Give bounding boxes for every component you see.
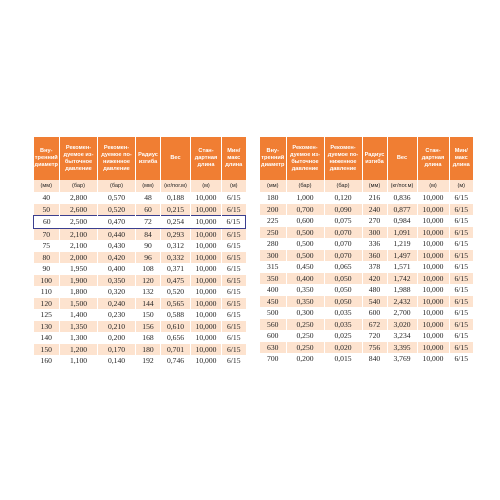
table-cell: 50 xyxy=(34,204,60,216)
table-cell: 180 xyxy=(260,192,286,204)
table-cell: 600 xyxy=(260,330,286,342)
table-cell: 0,610 xyxy=(161,321,191,333)
table-cell: 0,332 xyxy=(161,252,191,264)
table-cell: 60 xyxy=(34,216,60,229)
table-cell: 300 xyxy=(362,227,387,239)
table-cell: 48 xyxy=(136,192,161,204)
table-row xyxy=(34,263,246,275)
table-cell: 0,877 xyxy=(387,204,417,216)
table-cell: 10,000 xyxy=(417,330,449,342)
table-cell: 6/15 xyxy=(222,240,246,252)
table-cell: 0,200 xyxy=(286,353,324,365)
table-cell: 1,950 xyxy=(60,263,98,275)
table-cell: 2,100 xyxy=(60,228,98,240)
table-cell: 1,400 xyxy=(60,309,98,321)
table-cell: 0,230 xyxy=(98,309,136,321)
table-cell: 10,000 xyxy=(417,238,449,250)
table-cell: 6/15 xyxy=(449,342,473,354)
table-cell: 336 xyxy=(362,238,387,250)
header-inner-diameter: Вну- тренний диаметр xyxy=(260,137,286,180)
table-cell: 60 xyxy=(136,204,161,216)
table-cell: 140 xyxy=(34,332,60,344)
table-cell: 6/15 xyxy=(449,330,473,342)
table-cell: 6/15 xyxy=(222,275,246,287)
table-cell: 10,000 xyxy=(417,307,449,319)
table-cell: 0,070 xyxy=(324,238,362,250)
table-cell: 70 xyxy=(34,228,60,240)
table-cell: 110 xyxy=(34,286,60,298)
table-cell: 6/15 xyxy=(449,353,473,365)
table-cell: 1,800 xyxy=(60,286,98,298)
header-recommended-overpressure: Рекомен- дуемое из- быточное давление xyxy=(286,137,324,180)
table-cell: 10,000 xyxy=(191,192,222,204)
table-cell: 1,500 xyxy=(60,298,98,310)
table-cell: 6/15 xyxy=(449,307,473,319)
table-cell: 0,250 xyxy=(286,330,324,342)
table-cell: 720 xyxy=(362,330,387,342)
unit-cell: (мм) xyxy=(260,180,286,192)
table-row xyxy=(34,344,246,356)
table-cell: 0,520 xyxy=(161,286,191,298)
table-cell: 0,188 xyxy=(161,192,191,204)
table-cell: 2,432 xyxy=(387,296,417,308)
header-weight: Вес xyxy=(161,137,191,180)
table-cell: 100 xyxy=(34,275,60,287)
table-cell: 40 xyxy=(34,192,60,204)
table-cell: 0,070 xyxy=(324,250,362,262)
table-row xyxy=(260,215,473,227)
table-cell: 0,293 xyxy=(161,228,191,240)
table-cell: 6/15 xyxy=(449,227,473,239)
table-cell: 1,000 xyxy=(286,192,324,204)
table-cell: 150 xyxy=(136,309,161,321)
table-cell: 0,350 xyxy=(98,275,136,287)
table-cell: 450 xyxy=(260,296,286,308)
table-cell: 420 xyxy=(362,273,387,285)
table-cell: 6/15 xyxy=(222,332,246,344)
table-cell: 360 xyxy=(362,250,387,262)
unit-cell: (бар) xyxy=(60,180,98,192)
table-cell: 10,000 xyxy=(191,275,222,287)
table-cell: 6/15 xyxy=(222,216,246,229)
table-cell: 300 xyxy=(260,250,286,262)
table-cell: 6/15 xyxy=(449,204,473,216)
table-row xyxy=(34,321,246,333)
table-cell: 1,091 xyxy=(387,227,417,239)
table-cell: 0,050 xyxy=(324,273,362,285)
table-cell: 2,800 xyxy=(60,192,98,204)
table-cell: 350 xyxy=(260,273,286,285)
table-cell: 0,120 xyxy=(324,192,362,204)
table-cell: 3,395 xyxy=(387,342,417,354)
table-cell: 96 xyxy=(136,252,161,264)
unit-cell: (м) xyxy=(417,180,449,192)
table-cell: 0,240 xyxy=(98,298,136,310)
table-cell: 132 xyxy=(136,286,161,298)
table-cell: 0,400 xyxy=(286,273,324,285)
unit-cell: (м) xyxy=(222,180,246,192)
table-cell: 6/15 xyxy=(449,319,473,331)
header-min-max-length: Мин/ макс длина xyxy=(222,137,246,180)
table-cell: 672 xyxy=(362,319,387,331)
unit-cell: (бар) xyxy=(98,180,136,192)
table-row xyxy=(260,238,473,250)
table-cell: 400 xyxy=(260,284,286,296)
table-cell: 10,000 xyxy=(191,355,222,367)
table-cell: 700 xyxy=(260,353,286,365)
table-cell: 10,000 xyxy=(191,309,222,321)
table-cell: 0,020 xyxy=(324,342,362,354)
table-row xyxy=(260,319,473,331)
table-cell: 3,769 xyxy=(387,353,417,365)
table-cell: 10,000 xyxy=(191,332,222,344)
table-cell: 6/15 xyxy=(222,286,246,298)
table-cell: 0,215 xyxy=(161,204,191,216)
units-row xyxy=(260,180,473,192)
table-cell: 0,065 xyxy=(324,261,362,273)
table-cell: 120 xyxy=(34,298,60,310)
table-cell: 0,200 xyxy=(98,332,136,344)
table-cell: 2,000 xyxy=(60,252,98,264)
table-cell: 0,320 xyxy=(98,286,136,298)
hose-spec-table-right xyxy=(260,137,473,365)
table-cell: 0,746 xyxy=(161,355,191,367)
table-cell: 10,000 xyxy=(191,263,222,275)
table-row xyxy=(260,330,473,342)
table-cell: 2,700 xyxy=(387,307,417,319)
table-cell: 0,025 xyxy=(324,330,362,342)
table-cell: 250 xyxy=(260,227,286,239)
table-cell: 0,050 xyxy=(324,296,362,308)
table-cell: 10,000 xyxy=(417,204,449,216)
table-cell: 0,500 xyxy=(286,238,324,250)
table-cell: 10,000 xyxy=(417,250,449,262)
table-cell: 0,520 xyxy=(98,204,136,216)
table-cell: 0,500 xyxy=(286,227,324,239)
table-cell: 6/15 xyxy=(449,192,473,204)
table-cell: 225 xyxy=(260,215,286,227)
header-bend-radius: Радиус изгиба xyxy=(362,137,387,180)
table-cell: 2,600 xyxy=(60,204,98,216)
table-cell: 0,500 xyxy=(286,250,324,262)
table-row xyxy=(34,240,246,252)
table-row xyxy=(34,286,246,298)
header-min-max-length: Мин/ макс длина xyxy=(449,137,473,180)
table-cell: 180 xyxy=(136,344,161,356)
table-cell: 144 xyxy=(136,298,161,310)
table-cell: 0,312 xyxy=(161,240,191,252)
table-cell: 6/15 xyxy=(222,309,246,321)
table-cell: 480 xyxy=(362,284,387,296)
table-cell: 500 xyxy=(260,307,286,319)
table-cell: 1,900 xyxy=(60,275,98,287)
table-cell: 6/15 xyxy=(449,284,473,296)
table-cell: 216 xyxy=(362,192,387,204)
table-cell: 10,000 xyxy=(417,273,449,285)
table-cell: 10,000 xyxy=(191,240,222,252)
table-cell: 10,000 xyxy=(417,261,449,273)
table-row xyxy=(260,250,473,262)
table-cell: 0,210 xyxy=(98,321,136,333)
table-cell: 0,070 xyxy=(324,227,362,239)
table-cell: 3,234 xyxy=(387,330,417,342)
table-cell: 10,000 xyxy=(191,321,222,333)
table-cell: 10,000 xyxy=(191,344,222,356)
table-row xyxy=(260,204,473,216)
table-row xyxy=(260,307,473,319)
unit-cell: (кг/пог.м) xyxy=(161,180,191,192)
table-cell: 1,742 xyxy=(387,273,417,285)
table-cell: 84 xyxy=(136,228,161,240)
header-standard-length: Стан- дартная длина xyxy=(191,137,222,180)
table-cell: 240 xyxy=(362,204,387,216)
table-row xyxy=(260,273,473,285)
table-cell: 0,350 xyxy=(286,296,324,308)
unit-cell: (бар) xyxy=(286,180,324,192)
table-cell: 0,250 xyxy=(286,319,324,331)
table-cell: 0,371 xyxy=(161,263,191,275)
table-cell: 6/15 xyxy=(222,321,246,333)
table-cell: 6/15 xyxy=(222,263,246,275)
table-cell: 10,000 xyxy=(417,353,449,365)
table-cell: 378 xyxy=(362,261,387,273)
table-cell: 1,988 xyxy=(387,284,417,296)
table-cell: 1,497 xyxy=(387,250,417,262)
table-cell: 0,300 xyxy=(286,307,324,319)
table-cell: 560 xyxy=(260,319,286,331)
table-row xyxy=(260,284,473,296)
table-cell: 0,984 xyxy=(387,215,417,227)
table-row xyxy=(260,353,473,365)
table-row xyxy=(34,228,246,240)
table-cell: 6/15 xyxy=(449,215,473,227)
header-recommended-underpressure: Рекомен- дуемое по- ниженное давление xyxy=(324,137,362,180)
table-cell: 0,035 xyxy=(324,319,362,331)
table-cell: 10,000 xyxy=(191,228,222,240)
table-cell: 6/15 xyxy=(222,298,246,310)
table-cell: 150 xyxy=(34,344,60,356)
table-cell: 280 xyxy=(260,238,286,250)
table-cell: 0,600 xyxy=(286,215,324,227)
table-row-highlighted xyxy=(34,216,246,229)
table-cell: 0,570 xyxy=(98,192,136,204)
table-cell: 315 xyxy=(260,261,286,273)
table-cell: 80 xyxy=(34,252,60,264)
unit-cell: (кг/пог.м) xyxy=(387,180,417,192)
table-cell: 0,015 xyxy=(324,353,362,365)
table-cell: 0,470 xyxy=(98,216,136,229)
table-cell: 90 xyxy=(136,240,161,252)
table-row xyxy=(260,296,473,308)
unit-cell: (м) xyxy=(449,180,473,192)
table-cell: 6/15 xyxy=(222,344,246,356)
table-cell: 0,250 xyxy=(286,342,324,354)
table-cell: 0,420 xyxy=(98,252,136,264)
table-cell: 0,140 xyxy=(98,355,136,367)
table-cell: 6/15 xyxy=(222,204,246,216)
header-bend-radius: Радиус изгиба xyxy=(136,137,161,180)
table-cell: 1,200 xyxy=(60,344,98,356)
table-cell: 1,571 xyxy=(387,261,417,273)
header-weight: Вес xyxy=(387,137,417,180)
table-cell: 6/15 xyxy=(222,192,246,204)
table-row xyxy=(34,275,246,287)
table-cell: 10,000 xyxy=(417,319,449,331)
table-cell: 90 xyxy=(34,263,60,275)
table-cell: 6/15 xyxy=(222,355,246,367)
table-cell: 10,000 xyxy=(417,215,449,227)
table-row xyxy=(260,342,473,354)
header-row xyxy=(260,137,473,180)
table-cell: 630 xyxy=(260,342,286,354)
table-row xyxy=(34,309,246,321)
table-cell: 156 xyxy=(136,321,161,333)
table-body xyxy=(260,180,473,365)
table-cell: 0,035 xyxy=(324,307,362,319)
header-inner-diameter: Вну- тренний диаметр xyxy=(34,137,60,180)
table-cell: 3,020 xyxy=(387,319,417,331)
table-cell: 0,450 xyxy=(286,261,324,273)
table-row xyxy=(34,252,246,264)
table-cell: 72 xyxy=(136,216,161,229)
header-recommended-underpressure: Рекомен- дуемое по- ниженное давление xyxy=(98,137,136,180)
table-cell: 0,430 xyxy=(98,240,136,252)
table-cell: 0,254 xyxy=(161,216,191,229)
unit-cell: (мм) xyxy=(136,180,161,192)
table-cell: 10,000 xyxy=(191,216,222,229)
table-cell: 6/15 xyxy=(449,261,473,273)
table-cell: 0,440 xyxy=(98,228,136,240)
table-cell: 10,000 xyxy=(191,298,222,310)
table-cell: 6/15 xyxy=(449,250,473,262)
table-cell: 2,100 xyxy=(60,240,98,252)
table-cell: 75 xyxy=(34,240,60,252)
table-cell: 130 xyxy=(34,321,60,333)
table-cell: 10,000 xyxy=(417,296,449,308)
table-cell: 0,836 xyxy=(387,192,417,204)
table-row xyxy=(34,355,246,367)
table-cell: 540 xyxy=(362,296,387,308)
header-recommended-overpressure: Рекомен- дуемое из- быточное давление xyxy=(60,137,98,180)
table-cell: 0,701 xyxy=(161,344,191,356)
table-cell: 108 xyxy=(136,263,161,275)
table-cell: 10,000 xyxy=(191,204,222,216)
table-cell: 10,000 xyxy=(417,284,449,296)
unit-cell: (бар) xyxy=(324,180,362,192)
table-cell: 0,565 xyxy=(161,298,191,310)
table-cell: 1,100 xyxy=(60,355,98,367)
table-cell: 0,090 xyxy=(324,204,362,216)
table-cell: 0,475 xyxy=(161,275,191,287)
table-cell: 0,588 xyxy=(161,309,191,321)
table-cell: 1,219 xyxy=(387,238,417,250)
table-cell: 2,500 xyxy=(60,216,98,229)
table-cell: 0,170 xyxy=(98,344,136,356)
table-cell: 6/15 xyxy=(449,273,473,285)
table-cell: 125 xyxy=(34,309,60,321)
units-row xyxy=(34,180,246,192)
table-cell: 0,400 xyxy=(98,263,136,275)
table-cell: 0,350 xyxy=(286,284,324,296)
table-body xyxy=(34,180,246,367)
table-cell: 120 xyxy=(136,275,161,287)
hose-spec-table-left xyxy=(33,137,246,367)
header-standard-length: Стан- дартная длина xyxy=(417,137,449,180)
unit-cell: (м) xyxy=(191,180,222,192)
table-row xyxy=(34,204,246,216)
table-cell: 0,050 xyxy=(324,284,362,296)
table-cell: 10,000 xyxy=(417,342,449,354)
table-cell: 6/15 xyxy=(222,228,246,240)
table-cell: 10,000 xyxy=(191,286,222,298)
table-cell: 10,000 xyxy=(417,192,449,204)
table-cell: 0,700 xyxy=(286,204,324,216)
table-cell: 200 xyxy=(260,204,286,216)
table-row xyxy=(34,298,246,310)
table-cell: 756 xyxy=(362,342,387,354)
table-cell: 6/15 xyxy=(222,252,246,264)
header-row xyxy=(34,137,246,180)
table-row xyxy=(260,261,473,273)
table-cell: 160 xyxy=(34,355,60,367)
table-cell: 6/15 xyxy=(449,296,473,308)
table-cell: 192 xyxy=(136,355,161,367)
table-cell: 10,000 xyxy=(417,227,449,239)
table-cell: 168 xyxy=(136,332,161,344)
table-cell: 10,000 xyxy=(191,252,222,264)
table-cell: 840 xyxy=(362,353,387,365)
table-row xyxy=(34,192,246,204)
table-row xyxy=(260,227,473,239)
table-cell: 1,350 xyxy=(60,321,98,333)
unit-cell: (мм) xyxy=(34,180,60,192)
table-cell: 1,300 xyxy=(60,332,98,344)
table-cell: 0,656 xyxy=(161,332,191,344)
table-cell: 0,075 xyxy=(324,215,362,227)
table-cell: 270 xyxy=(362,215,387,227)
unit-cell: (мм) xyxy=(362,180,387,192)
table-cell: 6/15 xyxy=(449,238,473,250)
table-cell: 600 xyxy=(362,307,387,319)
table-row xyxy=(260,192,473,204)
table-row xyxy=(34,332,246,344)
